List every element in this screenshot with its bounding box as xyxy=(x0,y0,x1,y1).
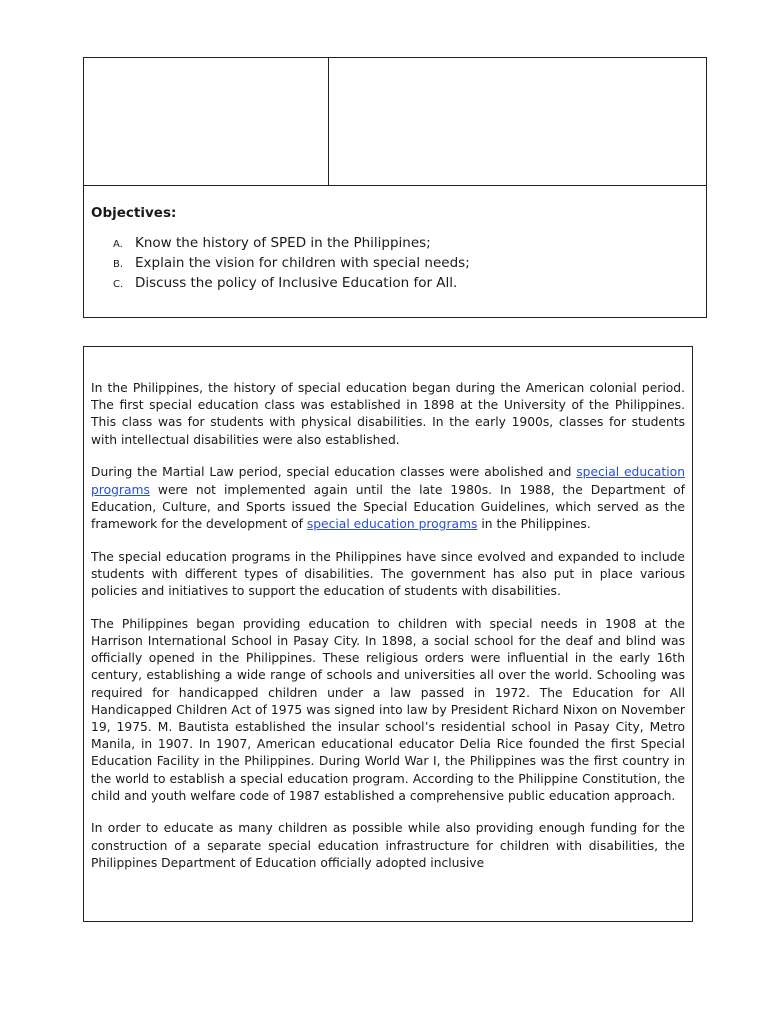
header-row xyxy=(84,58,706,186)
objective-item xyxy=(113,254,696,274)
objectives-list xyxy=(91,234,696,294)
special-education-programs-link-2[interactable]: special education programs xyxy=(306,516,478,531)
objective-marker: B. xyxy=(113,259,124,270)
objective-text: Discuss the policy of Inclusive Education for All. xyxy=(135,275,458,291)
objective-text: Explain the vision for children with special needs; xyxy=(135,255,470,271)
objective-item xyxy=(113,234,696,254)
paragraph-4: The Philippines began providing education to children with special needs in 1908 at the Harrison International School in Pasay City. In 1898, a social school for the deaf and blind was officially opened in the Philippines. These religious orders were influential in the early 16th century, establishing a wide range of schools and universities all over the world. Schooling was required for handicapped children under a law passed in 1972. The Education for All Handicapped Children Act of 1975 was signed into law by President Richard Nixon on November 19, 1975. M. Bautista established the insular school’s residential school in Pasay City, Metro Manila, in 1907. In 1907, American educational educator Delia Rice founded the first Special Education Facility in the Philippines. During World War I, the Philippines was the first country in the world to establish a special education program. According to the Philippine Constitution, the child and youth welfare code of 1987 established a comprehensive public education approach. xyxy=(91,616,685,803)
objectives-table xyxy=(83,57,707,318)
header-cell-right xyxy=(329,58,706,185)
paragraph-2-text-c: in the Philippines. xyxy=(477,516,591,531)
paragraph-2-text-a: During the Martial Law period, special education classes were abolished and xyxy=(91,465,577,480)
header-cell-left xyxy=(84,58,329,185)
paragraph-5: In order to educate as many children as possible while also providing enough funding for the construction of a separate special education infrastructure for children with disabilities, the Philippines Department of Education officially adopted inclusive xyxy=(91,821,685,870)
paragraph-3: The special education programs in the Philippines have since evolved and expanded to include students with different types of disabilities. The government has also put in place various policies and initiatives to support the education of students with disabilities. xyxy=(91,549,685,599)
history-body xyxy=(91,380,685,872)
history-text-box xyxy=(83,346,693,922)
objective-text: Know the history of SPED in the Philippines; xyxy=(135,235,431,251)
objective-item xyxy=(113,274,696,294)
special-education-programs-link-1[interactable]: special education programs xyxy=(91,465,685,497)
objectives-section xyxy=(91,205,696,294)
paragraph-2 xyxy=(91,464,685,533)
objectives-heading: Objectives: xyxy=(91,205,177,221)
objective-marker: A. xyxy=(113,239,123,250)
paragraph-1: In the Philippines, the history of special education began during the American colonial period. The first special education class was established in 1898 at the University of the Philippines. This class was for students with physical disabilities. In the early 1900s, classes for students with intellectual disabilities were also established. xyxy=(91,381,685,447)
objective-marker: C. xyxy=(113,279,124,290)
paragraph-2-text-b: were not implemented again until the late 1980s. In 1988, the Department of Education, Culture, and Sports issued the Special Education Guidelines, which served as the framework for the development of xyxy=(91,482,685,531)
